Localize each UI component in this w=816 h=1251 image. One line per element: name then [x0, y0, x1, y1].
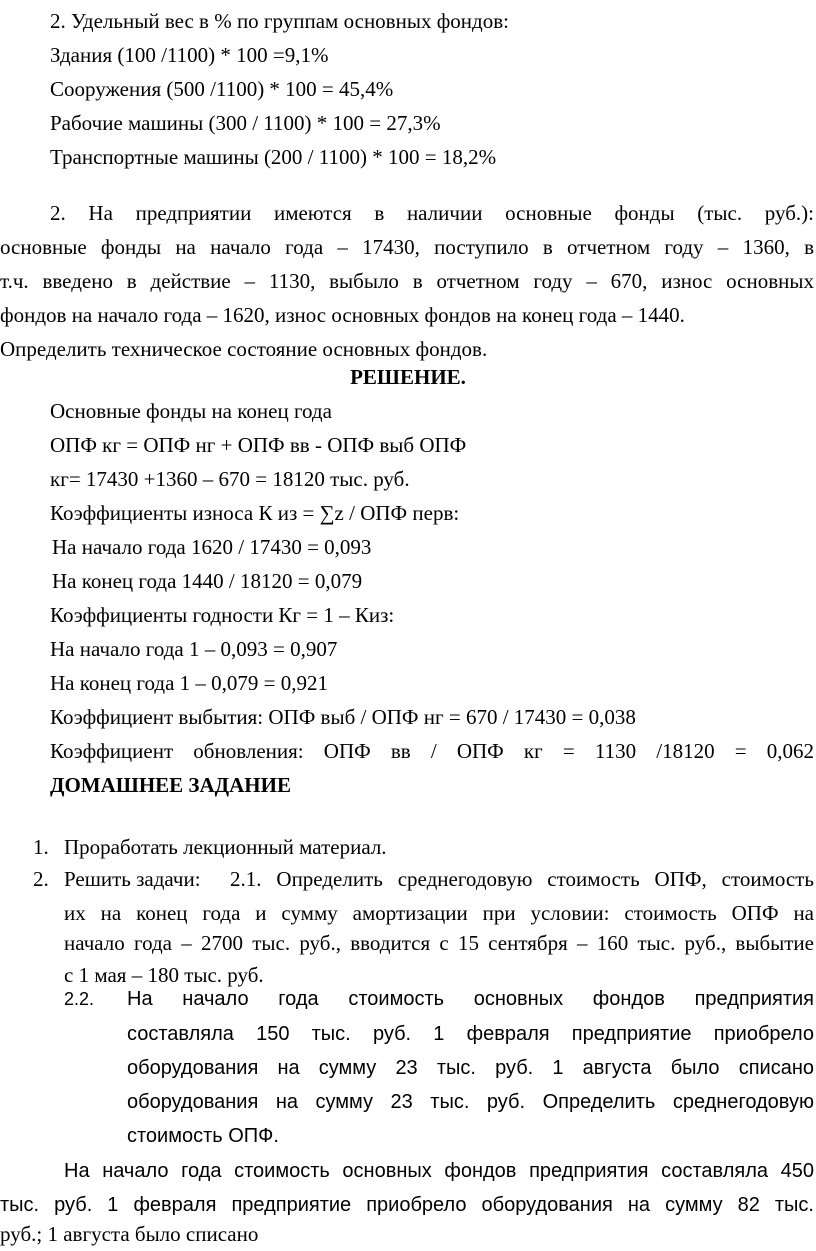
- text-line: Рабочие машины (300 / 1100) * 100 = 27,3%: [50, 111, 441, 135]
- solution-line: Коэффициент выбытия: ОПФ выб / ОПФ нг = 670 / 17430 = 0,038: [50, 705, 636, 729]
- homework-title: ДОМАШНЕЕ ЗАДАНИЕ: [50, 773, 291, 797]
- solution-line: Коэффициенты износа К из = ∑z / ОПФ перв:: [50, 501, 460, 525]
- list-number: 1.: [33, 835, 49, 859]
- task-2-2-line: оборудования на сумму 23 тыс. руб. 1 августа было списано: [127, 1057, 814, 1079]
- subitem-number: 2.2.: [64, 989, 95, 1009]
- tail-paragraph-line: руб.; 1 августа было списано: [0, 1222, 259, 1246]
- task-2-2-line: На начало года стоимость основных фондов предприятия: [127, 988, 814, 1010]
- text-line: Транспортные машины (200 / 1100) * 100 = 18,2%: [50, 145, 497, 169]
- task-2-1-line: их на конец года и сумму амортизации при условии: стоимость ОПФ на: [64, 901, 814, 925]
- solution-line: На начало года 1 – 0,093 = 0,907: [50, 637, 338, 661]
- solution-line: На начало года 1620 / 17430 = 0,093: [52, 535, 372, 559]
- text-line: Сооружения (500 /1100) * 100 = 45,4%: [50, 77, 394, 101]
- solution-line: На конец года 1440 / 18120 = 0,079: [52, 569, 363, 593]
- list-item: Проработать лекционный материал.: [64, 835, 387, 859]
- task-paragraph-line: основные фонды на начало года – 17430, поступило в отчетном году – 1360, в: [0, 235, 814, 259]
- task-paragraph-line: т.ч. введено в действие – 1130, выбыло в отчетном году – 670, износ основных: [0, 269, 814, 293]
- task-paragraph-line: 2. На предприятии имеются в наличии основные фонды (тыс. руб.):: [50, 201, 814, 225]
- solution-line: кг= 17430 +1360 – 670 = 18120 тыс. руб.: [50, 467, 410, 491]
- solution-line: Коэффициент обновления: ОПФ вв / ОПФ кг = 1130 /18120 = 0,062: [50, 739, 814, 763]
- task-2-1-line: начало года – 2700 тыс. руб., вводится с 15 сентября – 160 тыс. руб., выбытие: [64, 931, 814, 955]
- task-2-2-line: составляла 150 тыс. руб. 1 февраля предприятие приобрело: [127, 1023, 814, 1045]
- solution-line: На конец года 1 – 0,079 = 0,921: [50, 671, 329, 695]
- task-2-1-line: 2.1. Определить среднегодовую стоимость ОПФ, стоимость: [230, 867, 814, 891]
- text-line: Здания (100 /1100) * 100 =9,1%: [50, 43, 329, 67]
- task-paragraph-line: фондов на начало года – 1620, износ основных фондов на конец года – 1440.: [0, 303, 685, 327]
- list-number: 2.: [33, 867, 49, 891]
- tail-paragraph-line: На начало года стоимость основных фондов предприятия составляла 450: [64, 1160, 814, 1182]
- solution-line: ОПФ кг = ОПФ нг + ОПФ вв - ОПФ выб ОПФ: [50, 433, 467, 457]
- list-item-label: Решить задачи:: [64, 867, 201, 891]
- solution-title: РЕШЕНИЕ.: [350, 365, 466, 389]
- tail-paragraph-line: тыс. руб. 1 февраля предприятие приобрело оборудования на сумму 82 тыс.: [0, 1194, 814, 1216]
- solution-line: Коэффициенты годности Кг = 1 – Киз:: [50, 603, 395, 627]
- task-2-2-line: стоимость ОПФ.: [127, 1125, 279, 1147]
- solution-line: Основные фонды на конец года: [50, 399, 332, 423]
- task-paragraph-line: Определить техническое состояние основных фондов.: [0, 337, 488, 361]
- section-heading: 2. Удельный вес в % по группам основных фондов:: [50, 9, 509, 33]
- task-2-2-line: оборудования на сумму 23 тыс. руб. Определить среднегодовую: [127, 1091, 814, 1113]
- task-2-1-line: с 1 мая – 180 тыс. руб.: [64, 963, 264, 987]
